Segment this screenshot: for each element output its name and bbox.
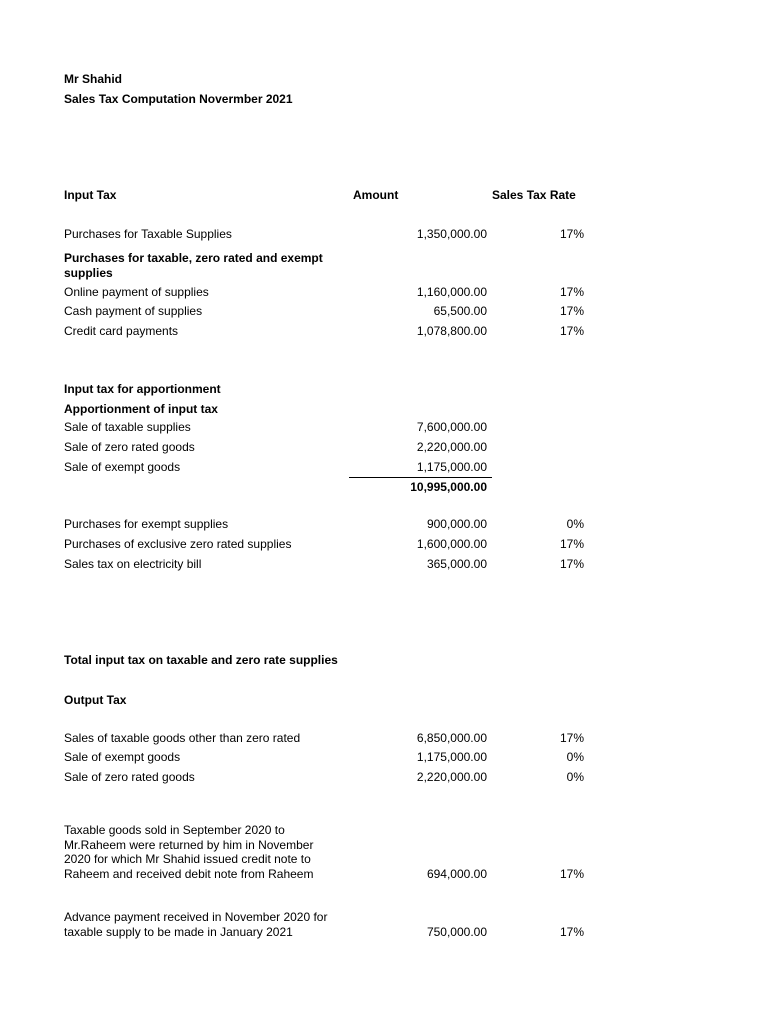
row-amount: 7,600,000.00 (416, 420, 487, 434)
row-amount: 2,220,000.00 (416, 770, 487, 784)
row-rate: 0% (566, 770, 584, 784)
row-label: Sale of exempt goods (64, 750, 181, 764)
row-label: Cash payment of supplies (64, 304, 203, 318)
row-label: Purchases for exempt supplies (64, 517, 229, 531)
column-heading-amount: Amount (353, 188, 399, 202)
total-input-heading: Total input tax on taxable and zero rate supplies (64, 653, 338, 667)
row-rate: 17% (559, 537, 584, 551)
row-rate: 17% (559, 304, 584, 318)
row-label: Sale of zero rated goods (64, 770, 195, 784)
client-name: Mr Shahid (64, 72, 123, 86)
row-label: Sales tax on electricity bill (64, 557, 202, 571)
row-amount: 900,000.00 (426, 517, 487, 531)
total-amount: 10,995,000.00 (410, 480, 487, 494)
row-rate: 17% (559, 324, 584, 338)
row-label-multiline: Advance payment received in November 2020 for taxable supply to be made in January 2021 (64, 910, 328, 939)
column-heading-rate: Sales Tax Rate (492, 188, 576, 202)
row-amount: 6,850,000.00 (416, 731, 487, 745)
row-amount: 1,160,000.00 (416, 285, 487, 299)
row-label: Sale of taxable supplies (64, 420, 191, 434)
row-amount: 1,175,000.00 (416, 750, 487, 764)
row-label: Online payment of supplies (64, 285, 209, 299)
row-amount: 1,175,000.00 (416, 460, 487, 474)
section-heading: Input tax for apportionment (64, 382, 221, 396)
row-label-multiline: Taxable goods sold in September 2020 to Mr.Raheem were returned by him in November 2020 for which Mr Shahid issued credit note to Raheem and received debit note from Raheem (64, 823, 314, 881)
row-rate: 17% (559, 731, 584, 745)
output-tax-heading: Output Tax (64, 693, 127, 707)
row-label: Sale of zero rated goods (64, 440, 195, 454)
row-rate: 17% (559, 227, 584, 241)
row-rate: 0% (566, 517, 584, 531)
row-rate: 17% (559, 285, 584, 299)
total-rule (349, 477, 492, 478)
row-rate: 17% (559, 925, 584, 939)
row-rate: 17% (559, 557, 584, 571)
row-rate: 17% (559, 867, 584, 881)
row-amount: 1,350,000.00 (416, 227, 487, 241)
row-amount: 365,000.00 (426, 557, 487, 571)
row-label: Credit card payments (64, 324, 179, 338)
row-label: Purchases for Taxable Supplies (64, 227, 232, 241)
row-amount: 65,500.00 (433, 304, 487, 318)
row-label: Sales of taxable goods other than zero rated (64, 731, 301, 745)
row-label: Purchases of exclusive zero rated supplies (64, 537, 292, 551)
column-heading-input-tax: Input Tax (64, 188, 117, 202)
row-amount: 2,220,000.00 (416, 440, 487, 454)
row-amount: 1,078,800.00 (416, 324, 487, 338)
section-heading: Purchases for taxable, zero rated and exempt supplies (64, 251, 323, 280)
row-amount: 1,600,000.00 (416, 537, 487, 551)
section-heading: Apportionment of input tax (64, 402, 218, 416)
row-rate: 0% (566, 750, 584, 764)
row-label: Sale of exempt goods (64, 460, 181, 474)
row-amount: 750,000.00 (426, 925, 487, 939)
row-amount: 694,000.00 (426, 867, 487, 881)
document-title: Sales Tax Computation Novermber 2021 (64, 92, 293, 106)
